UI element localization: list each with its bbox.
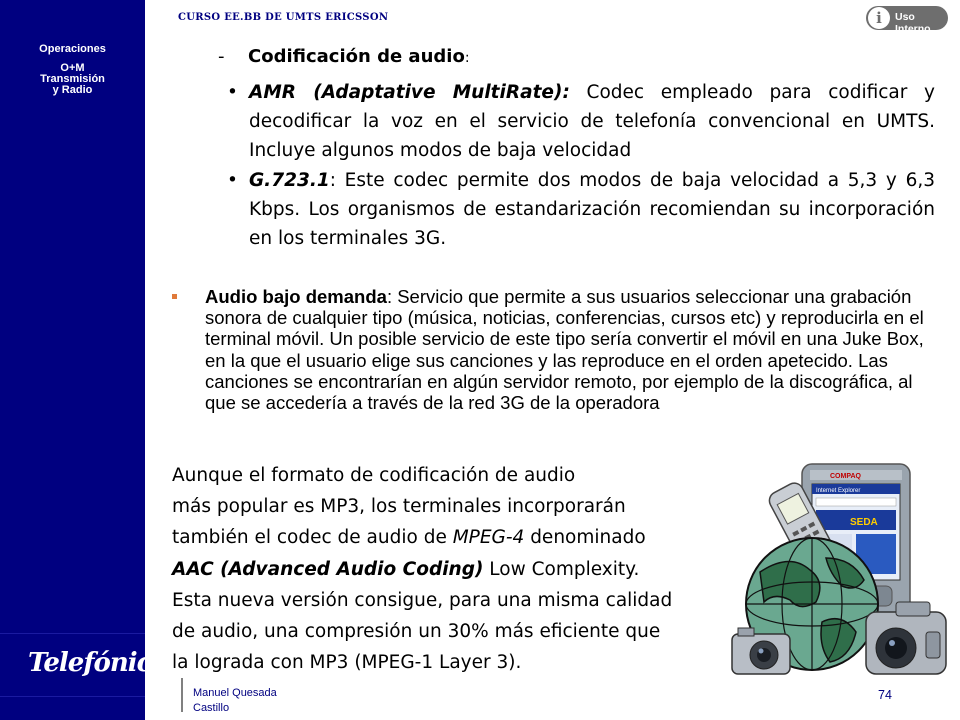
para-line: más popular es MP3, los terminales incorporarán	[172, 496, 626, 518]
bullet-term: AMR (Adaptative MultiRate):	[249, 82, 570, 103]
pda-logo-text: SEDA	[850, 517, 878, 528]
audio-bajo-demanda	[172, 286, 942, 413]
bullet-text: Codec empleado para codificar y decodificar la voz en el servicio de telefonía convencional en UMTS. Incluye algunos modos de baja velocidad	[249, 82, 935, 161]
telefonica-logo	[0, 633, 168, 697]
para-line: la lograda con MP3 (MPEG-1 Layer 3).	[172, 652, 522, 674]
info-icon: i	[868, 7, 890, 29]
bullet-g7231	[227, 166, 935, 253]
video-camera-icon	[866, 602, 946, 674]
pda-app-title: Internet Explorer	[816, 488, 861, 494]
sidebar-caption	[0, 44, 145, 96]
para-line: Esta nueva versión consigue, para una misma calidad	[172, 589, 673, 611]
square-bullet-icon	[172, 294, 177, 299]
bullet-dot: •	[227, 170, 238, 191]
telefonica-logo-text: Telefónica	[28, 648, 168, 678]
bullet-term: G.723.1	[249, 170, 330, 191]
bullet-text: : Este codec permite dos modos de baja velocidad a 5,3 y 6,3 Kbps. Los organismos de estandarización recomiendan su incorporación en los terminales 3G.	[249, 170, 935, 249]
sidebar	[0, 0, 168, 720]
footer-divider	[181, 678, 183, 712]
para-line: de audio, una compresión un 30% más eficiente que	[172, 621, 661, 643]
aac-term: AAC (Advanced Audio Coding)	[172, 558, 484, 580]
para-text: Low Complexity.	[483, 558, 640, 580]
para-line	[172, 522, 672, 553]
para-line	[172, 554, 672, 585]
para-text: denominado	[524, 527, 646, 549]
badge-label: Uso Interno	[895, 11, 931, 35]
aac-paragraph	[172, 460, 672, 678]
course-title: CURSO EE.BB DE UMTS ERICSSON	[178, 12, 389, 23]
author-name: Manuel Quesada	[193, 687, 277, 699]
pda-brand-label: COMPAQ	[830, 473, 861, 480]
devices-globe-illustration	[730, 462, 952, 692]
sidebar-line-operaciones: Operaciones	[39, 43, 106, 55]
para-text: también el codec de audio de	[172, 527, 453, 549]
sidebar-line-om: O+M	[60, 62, 85, 74]
bullet-amr	[227, 78, 935, 165]
audio-term: Audio bajo demanda	[205, 286, 387, 307]
author	[193, 686, 277, 716]
sidebar-line-radio: y Radio	[52, 84, 93, 96]
para-line: Aunque el formato de codificación de audio	[172, 465, 576, 486]
audio-text: : Servicio que permite a sus usuarios seleccionar una grabación sonora de cualquier tipo (música, noticias, conferencias, cursos etc) y reproducirla en el terminal móvil. Un posible servicio de este tipo sería convertir el móvil en una Juke Box, en la que el usuario elige sus canciones y las reproduce en el orden apetecido. Las canciones se encontrarían en algún servidor remoto, por ejemplo de la discográfica, al que se accedería a través de la red 3G de la operadora	[205, 286, 924, 414]
sidebar-line-transmision: Transmisión	[40, 73, 105, 85]
mpeg4-term: MPEG-4	[452, 527, 525, 549]
bullet-dot: •	[227, 82, 238, 103]
page-number: 74	[878, 688, 892, 702]
digital-camera-icon	[732, 628, 790, 674]
heading-dash: -	[218, 46, 225, 67]
author-surname: Castillo	[193, 702, 230, 714]
heading-colon: :	[464, 50, 470, 66]
uso-interno-badge	[866, 6, 948, 35]
heading-title: Codificación de audio	[248, 46, 465, 67]
